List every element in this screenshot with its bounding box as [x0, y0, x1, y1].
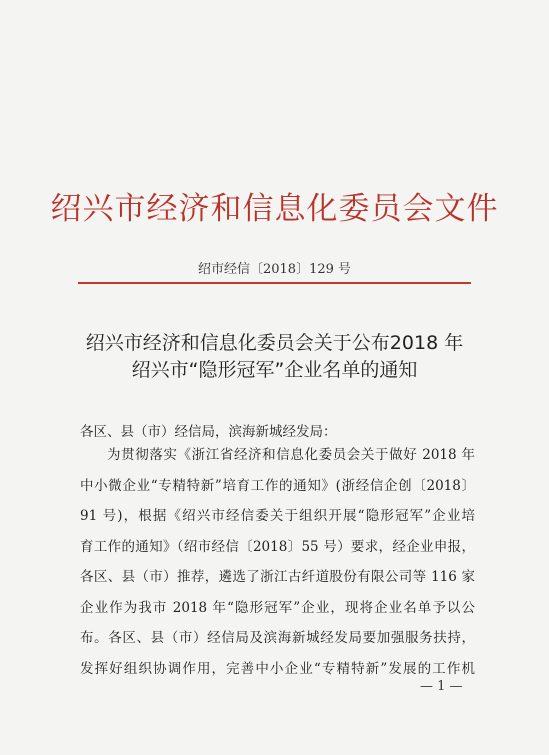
body-line: 91 号)，根据《绍兴市经信委关于组织开展“隐形冠军”企业培 — [80, 508, 475, 524]
salutation: 各区、县（市）经信局，滨海新城经发局： — [80, 424, 337, 440]
body-line: 企业作为我市 2018 年“隐形冠军”企业，现将企业名单予以公 — [80, 599, 475, 616]
page-number: — 1 — — [420, 679, 463, 694]
body-line: 各区、县（市）推荐，遴选了浙江古纤道股份有限公司等 116 家 — [80, 569, 475, 585]
notice-body — [80, 440, 475, 684]
body-line: 发挥好组织协调作用，完善中小企业“专精特新”发展的工作机 — [80, 660, 475, 677]
issuing-authority-title: 绍兴市经济和信息化委员会文件 — [50, 191, 499, 227]
body-line: 育工作的通知》（绍市经信〔2018〕55 号）要求，经企业申报， — [80, 538, 475, 555]
body-line: 为贯彻落实《浙江省经济和信息化委员会关于做好 2018 年 — [107, 447, 475, 463]
red-separator-line — [78, 282, 471, 284]
notice-title — [0, 330, 549, 384]
document-number: 绍市经信〔2018〕129 号 — [197, 262, 352, 277]
body-line: 中小微企业“专精特新”培育工作的通知》(浙经信企创〔2018〕 — [80, 477, 475, 494]
body-line: 布。各区、县（市）经信局及滨海新城经发局要加强服务扶持， — [80, 630, 475, 646]
notice-title-line-1: 绍兴市经济和信息化委员会关于公布2018 年 — [85, 332, 464, 354]
notice-title-line-2: 绍兴市“隐形冠军”企业名单的通知 — [131, 359, 418, 381]
